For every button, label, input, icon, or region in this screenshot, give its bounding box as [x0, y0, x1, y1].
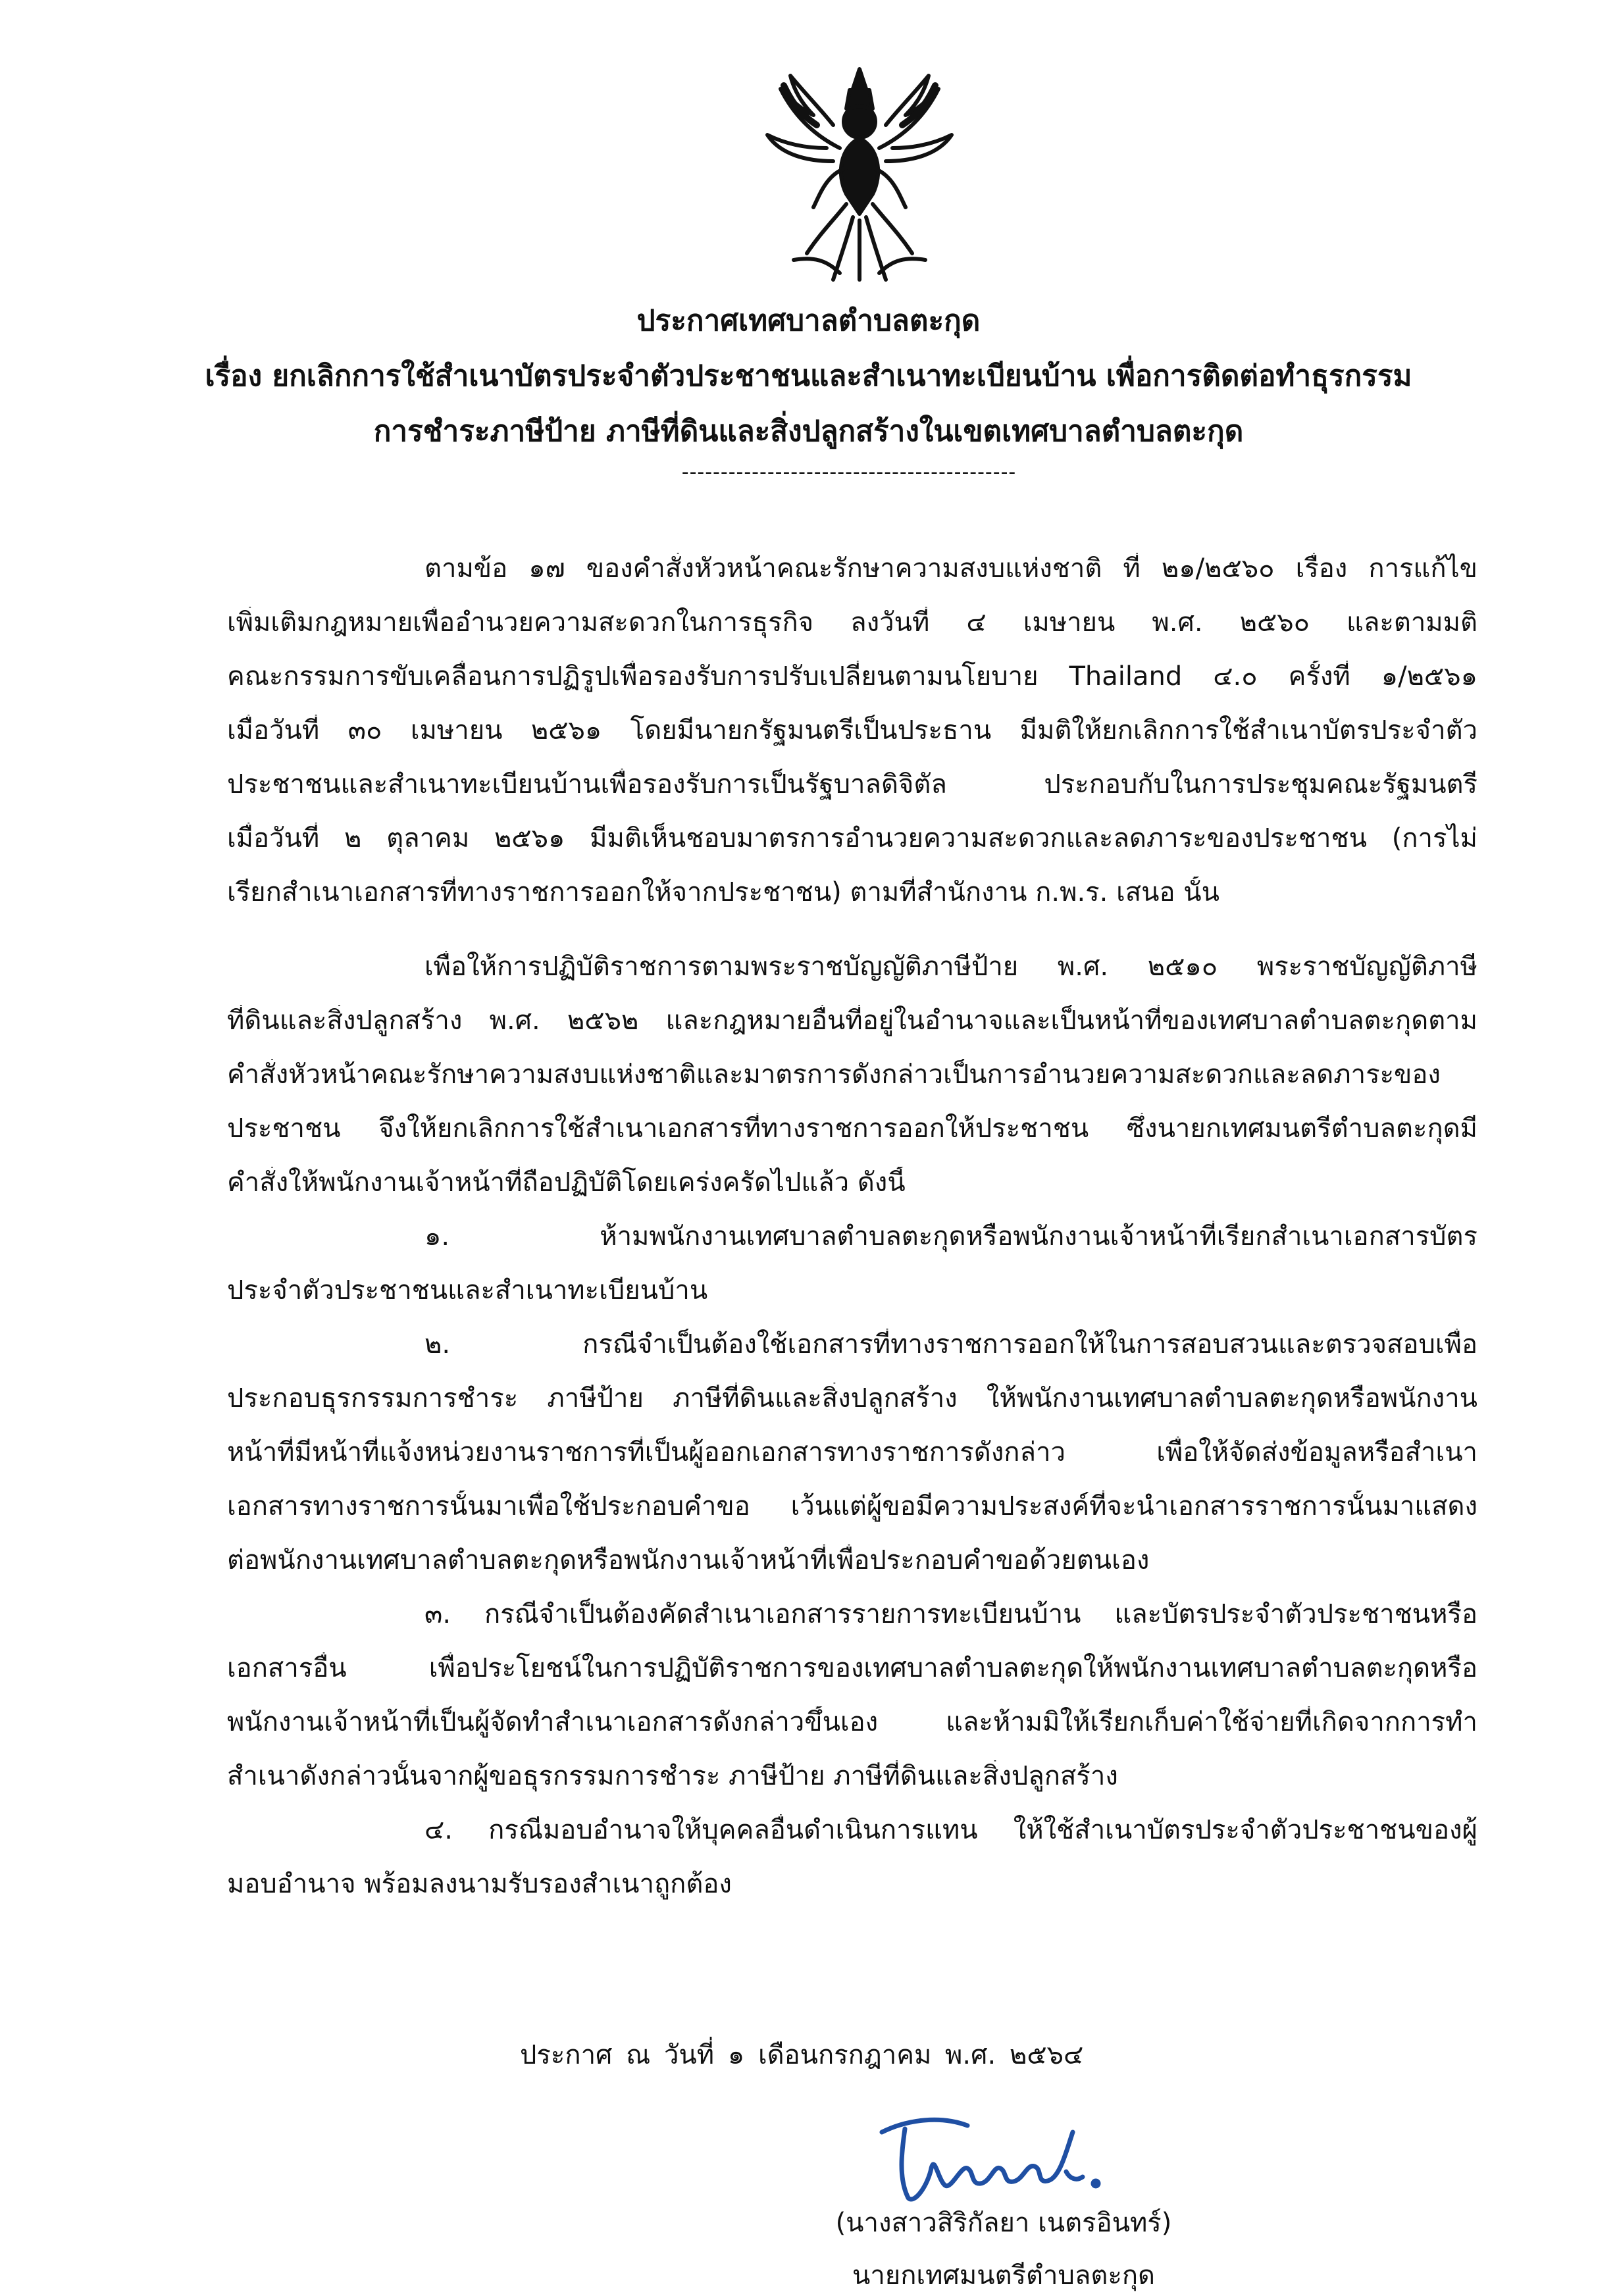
body-line: ประชาชนและสำเนาทะเบียนบ้านเพื่อรองรับการเป็นรัฐบาลดิจิตัล ประกอบกับในการประชุมคณะรัฐมนตรี [227, 769, 1477, 800]
garuda-emblem-icon [754, 63, 965, 286]
list-item-1: ๑. ห้ามพนักงานเทศบาลตำบลตะกุดหรือพนักงานเจ้าหน้าที่เรียกสำเนาเอกสารบัตร [424, 1221, 1477, 1252]
body-line: ตามข้อ ๑๗ ของคำสั่งหัวหน้าคณะรักษาความสงบแห่งชาติ ที่ ๒๑/๒๕๖๐ เรื่อง การแก้ไข [424, 553, 1477, 584]
header-separator: ------------------------------------------- [681, 461, 1017, 484]
body-line: หน้าที่มีหน้าที่แจ้งหน่วยงานราชการที่เป็นผู้ออกเอกสารทางราชการดังกล่าว เพื่อให้จัดส่งข้อมูลหรือสำเนา [227, 1437, 1477, 1467]
body-line: ประกอบธุรกรรมการชำระ ภาษีป้าย ภาษีที่ดินและสิ่งปลูกสร้าง ให้พนักงานเทศบาลตำบลตะกุดหรือพนักงาน [227, 1383, 1477, 1414]
document-subject-continued: การชำระภาษีป้าย ภาษีที่ดินและสิ่งปลูกสร้างในเขตเทศบาลตำบลตะกุด [373, 415, 1244, 448]
body-line: เมื่อวันที่ ๒ ตุลาคม ๒๕๖๑ มีมติเห็นชอบมาตรการอำนวยความสะดวกและลดภาระของประชาชน (การไม่ [227, 823, 1477, 854]
body-line: มอบอำนาจ พร้อมลงนามรับรองสำเนาถูกต้อง [227, 1869, 732, 1899]
body-line: คำสั่งให้พนักงานเจ้าหน้าที่ถือปฏิบัติโดยเคร่งครัดไปแล้ว ดังนี้ [227, 1167, 906, 1198]
list-item-3: ๓. กรณีจำเป็นต้องคัดสำเนาเอกสารรายการทะเบียนบ้าน และบัตรประจำตัวประชาชนหรือ [424, 1599, 1477, 1629]
body-line: เรียกสำเนาเอกสารที่ทางราชการออกให้จากประชาชน) ตามที่สำนักงาน ก.พ.ร. เสนอ นั้น [227, 877, 1219, 907]
announcement-date: ประกาศ ณ วันที่ ๑ เดือนกรกฎาคม พ.ศ. ๒๕๖๔ [520, 2040, 1084, 2070]
signer-position: นายกเทศมนตรีตำบลตะกุด [852, 2260, 1156, 2291]
body-line: ประจำตัวประชาชนและสำเนาทะเบียนบ้าน [227, 1275, 708, 1306]
body-line: สำเนาดังกล่าวนั้นจากผู้ขอธุรกรรมการชำระ ภาษีป้าย ภาษีที่ดินและสิ่งปลูกสร้าง [227, 1761, 1118, 1791]
body-line: คณะกรรมการขับเคลื่อนการปฏิรูปเพื่อรองรับการปรับเปลี่ยนตามนโยบาย Thailand ๔.๐ ครั้งที่ ๑/๒๕๖๑ [227, 661, 1477, 692]
list-item-2: ๒. กรณีจำเป็นต้องใช้เอกสารที่ทางราชการออกให้ในการสอบสวนและตรวจสอบเพื่อ [424, 1329, 1477, 1360]
signer-name: (นางสาวสิริกัลยา เนตรอินทร์) [835, 2208, 1172, 2238]
document-subject: เรื่อง ยกเลิกการใช้สำเนาบัตรประจำตัวประชาชนและสำเนาทะเบียนบ้าน เพื่อการติดต่อทำธุรกรรม [205, 359, 1412, 393]
body-line: พนักงานเจ้าหน้าที่เป็นผู้จัดทำสำเนาเอกสารดังกล่าวขึ้นเอง และห้ามมิให้เรียกเก็บค่าใช้จ่ายที่เกิดจากการทำ [227, 1707, 1477, 1737]
body-line: เอกสารอื่น เพื่อประโยชน์ในการปฏิบัติราชการของเทศบาลตำบลตะกุดให้พนักงานเทศบาลตำบลตะกุดหรือ [227, 1653, 1477, 1683]
body-line: เพื่อให้การปฏิบัติราชการตามพระราชบัญญัติภาษีป้าย พ.ศ. ๒๕๑๐ พระราชบัญญัติภาษี [424, 952, 1477, 982]
body-line: เมื่อวันที่ ๓๐ เมษายน ๒๕๖๑ โดยมีนายกรัฐมนตรีเป็นประธาน มีมติให้ยกเลิกการใช้สำเนาบัตรประจำตัว [227, 715, 1477, 746]
body-line: คำสั่งหัวหน้าคณะรักษาความสงบแห่งชาติและมาตรการดังกล่าวเป็นการอำนวยความสะดวกและลดภาระของ [227, 1059, 1441, 1090]
body-line: ที่ดินและสิ่งปลูกสร้าง พ.ศ. ๒๕๖๒ และกฎหมายอื่นที่อยู่ในอำนาจและเป็นหน้าที่ของเทศบาลตำบลตะกุดตาม [227, 1006, 1477, 1036]
body-line: ประชาชน จึงให้ยกเลิกการใช้สำเนาเอกสารที่ทางราชการออกให้ประชาชน ซึ่งนายกเทศมนตรีตำบลตะกุดมี [227, 1113, 1477, 1144]
body-line: เอกสารทางราชการนั้นมาเพื่อใช้ประกอบคำขอ เว้นแต่ผู้ขอมีความประสงค์ที่จะนำเอกสารราชการนั้นมาแสดง [227, 1491, 1477, 1521]
body-line: ต่อพนักงานเทศบาลตำบลตะกุดหรือพนักงานเจ้าหน้าที่เพื่อประกอบคำขอด้วยตนเอง [227, 1545, 1150, 1575]
list-item-4: ๔. กรณีมอบอำนาจให้บุคคลอื่นดำเนินการแทน ให้ใช้สำเนาบัตรประจำตัวประชาชนของผู้ [424, 1815, 1477, 1845]
document-title: ประกาศเทศบาลตำบลตะกุด [636, 304, 981, 338]
signature-icon [869, 2106, 1132, 2211]
body-line: เพิ่มเติมกฎหมายเพื่ออำนวยความสะดวกในการธุรกิจ ลงวันที่ ๔ เมษายน พ.ศ. ๒๕๖๐ และตามมติ [227, 607, 1477, 638]
